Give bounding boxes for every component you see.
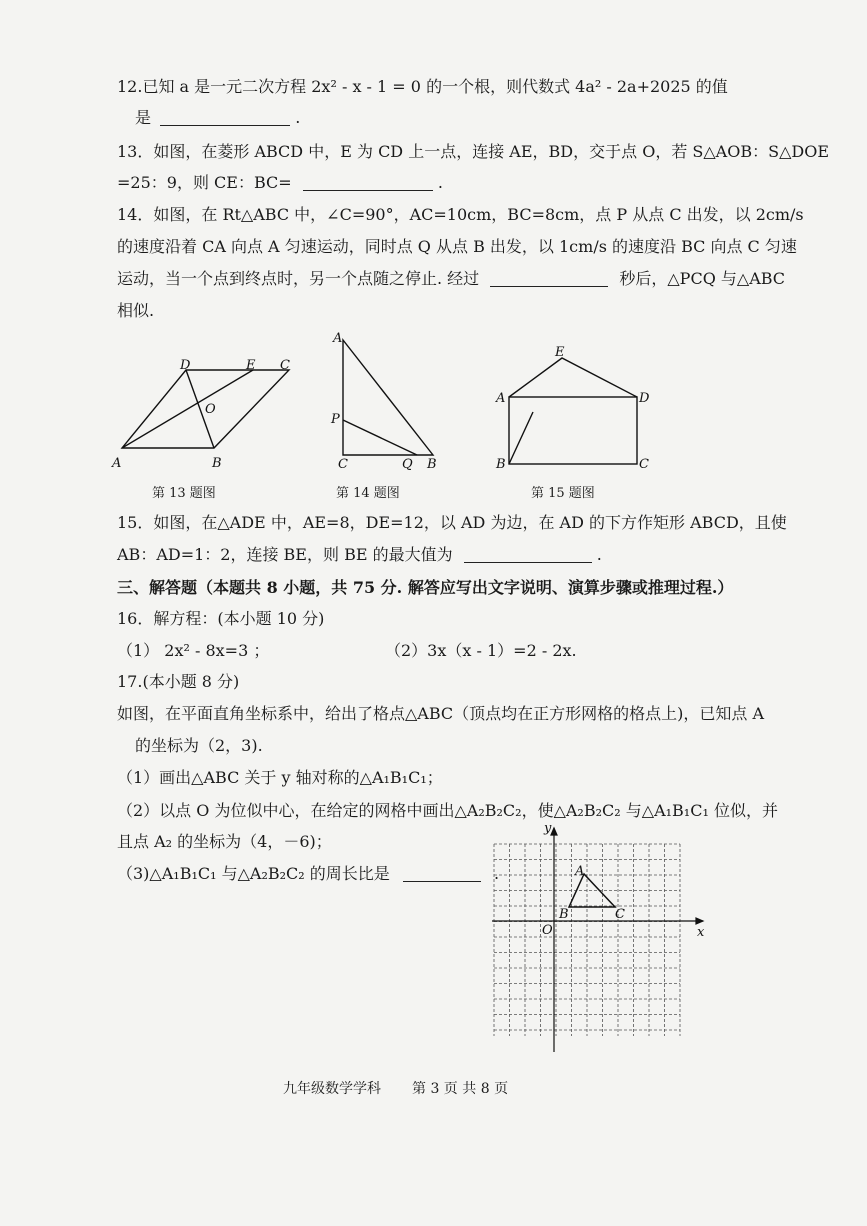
caption-figure-13: 第 13 题图 xyxy=(152,486,216,501)
q15-line1: 15．如图，在△ADE 中，AE=8，DE=12，以 AD 为边，在 AD 的下方作矩形 ABCD，且使 xyxy=(117,513,787,532)
f15-label-c: C xyxy=(639,457,649,472)
q17-title: 17.(本小题 8 分) xyxy=(117,672,240,691)
coordinate-grid xyxy=(494,844,680,1036)
figure-14 xyxy=(343,340,433,455)
q17-part1: （1）画出△ABC 关于 y 轴对称的△A₁B₁C₁； xyxy=(117,768,443,787)
q15-answer-blank[interactable] xyxy=(464,546,592,563)
q14-line1: 14．如图，在 Rt△ABC 中，∠C=90°，AC=10cm，BC=8cm，点 P 从点 C 出发，以 2cm/s xyxy=(117,205,804,224)
f15-label-e: E xyxy=(555,345,565,360)
f14-label-b: B xyxy=(427,457,437,472)
q16-title: 16．解方程：(本小题 10 分) xyxy=(117,609,325,628)
q14-line2: 的速度沿着 CA 向点 A 匀速运动，同时点 Q 从点 B 出发，以 1cm/s 的速度沿 BC 向点 C 匀速 xyxy=(117,237,797,256)
q17-part2b: 且点 A₂ 的坐标为（4，－6)； xyxy=(117,832,332,851)
grid-label-o: O xyxy=(542,923,553,938)
f14-label-c: C xyxy=(338,457,348,472)
grid-label-x: x xyxy=(697,925,705,940)
q16-part1: （1） 2x² - 8x=3 ； xyxy=(117,641,270,660)
caption-figure-15: 第 15 题图 xyxy=(531,486,595,501)
q17-line1: 如图，在平面直角坐标系中，给出了格点△ABC（顶点均在正方形网格的格点上)，已知点 A xyxy=(117,704,765,723)
segment-pq xyxy=(343,420,417,455)
f14-label-p: P xyxy=(331,412,340,427)
q14-line4: 相似. xyxy=(117,301,155,320)
footer-subject: 九年级数学学科 xyxy=(283,1081,381,1097)
grid-label-y: y xyxy=(544,821,552,836)
f13-label-d: D xyxy=(180,358,191,373)
q17-answer-blank[interactable] xyxy=(403,865,481,882)
q17-line2: 的坐标为（2，3). xyxy=(135,736,263,755)
q13-end: . xyxy=(437,173,443,192)
coordinate-axes xyxy=(492,828,703,1052)
q12-lead: 是 xyxy=(135,108,152,127)
triangle-ade xyxy=(509,358,637,397)
figure-15 xyxy=(509,358,637,464)
footer-page-number: 第 3 页 共 8 页 xyxy=(412,1081,509,1097)
f13-label-a: A xyxy=(112,456,122,471)
q12-end: . xyxy=(295,108,301,127)
f13-label-o: O xyxy=(205,402,216,417)
segment-ae xyxy=(122,370,253,448)
q13-lead: =25：9，则 CE：BC= xyxy=(117,173,292,192)
segment-be xyxy=(509,412,533,464)
q14-lead: 运动，当一个点到终点时，另一个点随之停止. 经过 xyxy=(117,269,480,288)
q17-part3 xyxy=(117,863,499,885)
grid-label-c: C xyxy=(615,907,625,922)
rectangle-abcd xyxy=(509,397,637,464)
f13-label-b: B xyxy=(212,456,222,471)
q15-lead: AB：AD=1：2，连接 BE，则 BE 的最大值为 xyxy=(117,545,453,564)
q15-end: . xyxy=(596,545,602,564)
f15-label-d: D xyxy=(639,391,650,406)
f14-label-a: A xyxy=(333,331,343,346)
f15-label-b: B xyxy=(496,457,506,472)
q12-line1: 12.已知 a 是一元二次方程 2x² - x - 1 = 0 的一个根，则代数式 4a² - 2a+2025 的值 xyxy=(117,77,728,96)
q15-line2 xyxy=(117,544,602,566)
x-axis-arrow xyxy=(696,918,703,924)
f13-label-c: C xyxy=(280,358,290,373)
q17-part3-end: . xyxy=(494,864,500,883)
f14-label-q: Q xyxy=(402,457,413,472)
y-axis-arrow xyxy=(551,828,557,835)
f13-label-e: E xyxy=(246,358,256,373)
q14-tail: 秒后，△PCQ 与△ABC xyxy=(619,269,786,288)
triangle-abc xyxy=(343,340,433,455)
grid-label-a: A xyxy=(575,864,585,879)
caption-figure-14: 第 14 题图 xyxy=(336,486,400,501)
section-3-heading: 三、解答题（本题共 8 小题，共 75 分. 解答应写出文字说明、演算步骤或推理过程.） xyxy=(117,578,734,597)
f15-label-a: A xyxy=(496,391,506,406)
q16-part2: （2）3x（x - 1）=2 - 2x. xyxy=(385,641,577,660)
q17-part3-lead: （3)△A₁B₁C₁ 与△A₂B₂C₂ 的周长比是 xyxy=(117,864,390,883)
grid-label-b: B xyxy=(559,907,569,922)
q13-line1: 13．如图，在菱形 ABCD 中，E 为 CD 上一点，连接 AE，BD，交于点 O，若 S△AOB：S△DOE xyxy=(117,142,830,161)
q17-part2a: （2）以点 O 为位似中心，在给定的网格中画出△A₂B₂C₂，使△A₂B₂C₂ 与△A₁B₁C₁ 位似，并 xyxy=(117,801,778,820)
